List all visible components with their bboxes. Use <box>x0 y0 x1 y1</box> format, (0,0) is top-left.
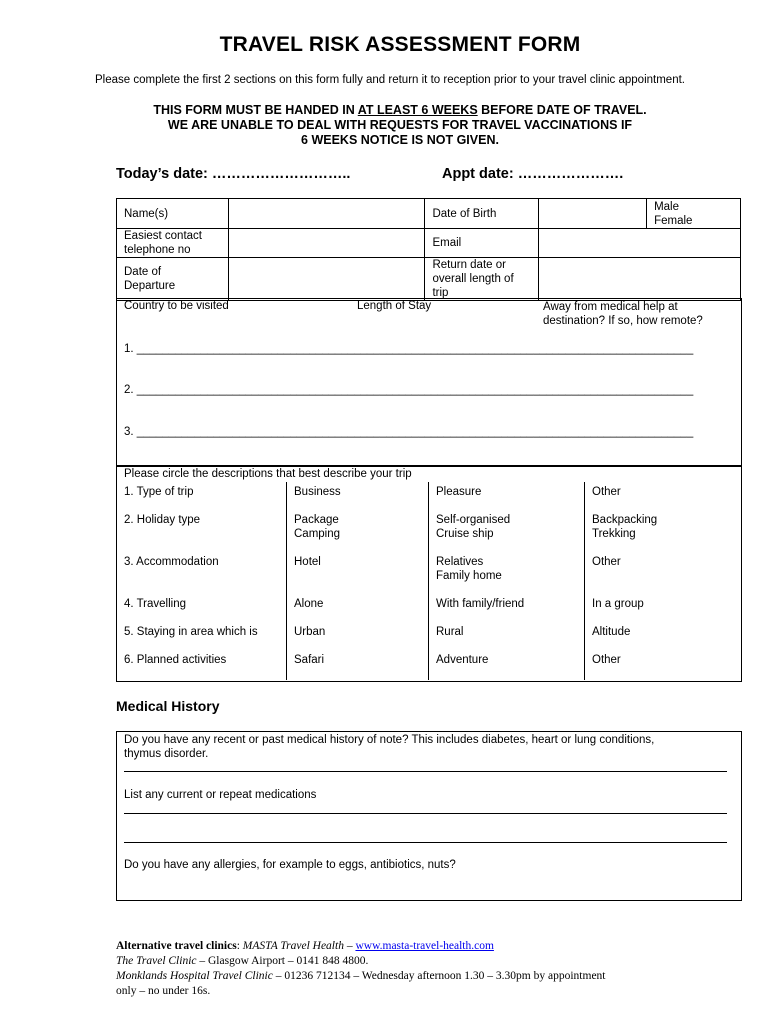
departure-input[interactable] <box>228 258 425 301</box>
trip-row-label <box>124 625 258 639</box>
appt-date-label: Appt date: <box>442 166 514 182</box>
trip-option[interactable] <box>294 513 340 541</box>
trip-option-text-2: Camping <box>294 528 341 540</box>
sex-female[interactable]: Female <box>654 214 693 227</box>
todays-date-label: Today’s date: <box>116 166 208 182</box>
trip-option-text: With family/friend <box>436 598 525 610</box>
email-input[interactable] <box>539 229 741 258</box>
medications-answer-line-1[interactable] <box>124 813 727 814</box>
phone-label-line1: Easiest contact <box>124 230 202 242</box>
trip-divider-2 <box>428 482 429 680</box>
trip-option[interactable] <box>592 513 657 541</box>
travel-clinic-details: – Glasgow Airport – 0141 848 4800. <box>196 955 369 967</box>
appt-date-dots: …………………. <box>517 166 624 182</box>
dob-label: Date of Birth <box>425 199 539 229</box>
trip-row-label-text: 3. Accommodation <box>124 556 219 568</box>
trip-option[interactable] <box>592 597 644 611</box>
medical-q1-answer-line[interactable] <box>124 771 727 772</box>
away-label-line2: destination? If so, how remote? <box>543 315 703 327</box>
return-input[interactable] <box>539 258 741 301</box>
trip-option-text: In a group <box>592 598 644 610</box>
return-label-line1: Return date or <box>432 259 506 271</box>
warning-line1-pre: THIS FORM MUST BE HANDED IN <box>153 103 358 117</box>
trip-option-text: Altitude <box>592 626 631 638</box>
length-of-stay-label: Length of Stay <box>357 300 432 312</box>
trip-option-text: Adventure <box>436 654 489 666</box>
trip-divider-3 <box>584 482 585 680</box>
sex-options[interactable] <box>647 199 741 229</box>
alternative-clinics-footer <box>116 939 716 999</box>
trip-option[interactable] <box>294 597 323 611</box>
dob-input[interactable] <box>539 199 647 229</box>
medical-q1-line2: thymus disorder. <box>124 748 209 760</box>
name-input[interactable] <box>228 199 425 229</box>
trip-divider-1 <box>286 482 287 680</box>
warning-line2: WE ARE UNABLE TO DEAL WITH REQUESTS FOR TRAVEL VACCINATIONS IF <box>167 118 633 132</box>
trip-option-text: Other <box>592 486 621 498</box>
country-row-3[interactable]: 3. _______________________________________________________________________________________ <box>124 426 694 438</box>
trip-row-label-text: 5. Staying in area which is <box>124 626 258 638</box>
monklands-clinic-details: – 01236 712134 – Wednesday afternoon 1.30 – 3.30pm by appointment <box>272 970 606 982</box>
return-label-line3: trip <box>432 287 449 299</box>
trip-option-text: Business <box>294 486 341 498</box>
medical-q1 <box>124 733 734 761</box>
sex-male[interactable]: Male <box>654 200 680 213</box>
masta-name: MASTA Travel Health <box>242 940 344 952</box>
intro-text: Please complete the first 2 sections on this form fully and return it to reception prior to your travel clinic appointment. <box>95 74 685 86</box>
trip-option[interactable] <box>592 485 621 499</box>
trip-option[interactable] <box>592 625 630 639</box>
trip-option[interactable] <box>294 653 324 667</box>
alt-clinics-colon: : <box>236 940 243 952</box>
trip-option[interactable] <box>436 597 524 611</box>
return-label <box>425 258 539 301</box>
medical-q2: List any current or repeat medications <box>124 789 317 801</box>
trip-option-text-2: Cruise ship <box>436 528 494 540</box>
country-row-1[interactable]: 1. _______________________________________________________________________________________ <box>124 343 694 355</box>
trip-option-text: Other <box>592 556 621 568</box>
trip-row-label <box>124 485 193 499</box>
trip-option-text: Alone <box>294 598 324 610</box>
trip-row-label <box>124 555 219 569</box>
alt-clinics-label: Alternative travel clinics <box>116 940 237 952</box>
medical-q1-line1: Do you have any recent or past medical history of note? This includes diabetes, heart or lung conditions, <box>124 734 655 746</box>
trip-option-text: Package <box>294 514 339 526</box>
trip-row-label-text: 4. Travelling <box>124 598 187 610</box>
trip-option[interactable] <box>294 485 341 499</box>
trip-option-text: Other <box>592 654 621 666</box>
deadline-warning <box>0 103 770 148</box>
trip-option-text: Rural <box>436 626 464 638</box>
trip-option[interactable] <box>592 555 621 569</box>
masta-dash: – <box>343 940 356 952</box>
departure-label-line2: Departure <box>124 280 176 292</box>
trip-option[interactable] <box>436 625 463 639</box>
warning-line1-underline: AT LEAST 6 WEEKS <box>357 103 478 117</box>
medical-q3: Do you have any allergies, for example to eggs, antibiotics, nuts? <box>124 859 456 871</box>
monklands-clinic-name: Monklands Hospital Travel Clinic <box>116 970 273 982</box>
medical-history-heading: Medical History <box>116 698 220 714</box>
trip-row-label <box>124 513 200 527</box>
phone-input[interactable] <box>228 229 425 258</box>
form-title: TRAVEL RISK ASSESSMENT FORM <box>219 33 581 56</box>
country-label: Country to be visited <box>124 300 229 312</box>
todays-date-field[interactable] <box>116 166 350 182</box>
trip-option-text: Self-organised <box>436 514 511 526</box>
trip-option[interactable] <box>436 513 510 541</box>
departure-label <box>117 258 229 301</box>
trip-option-text-2: Trekking <box>592 528 636 540</box>
trip-row-label-text: 2. Holiday type <box>124 514 201 526</box>
travel-clinic-name: The Travel Clinic <box>116 955 197 967</box>
personal-details-table <box>116 198 741 301</box>
trip-option-text: Urban <box>294 626 326 638</box>
trip-row-label-text: 1. Type of trip <box>124 486 194 498</box>
trip-option[interactable] <box>436 485 481 499</box>
appt-date-field[interactable] <box>442 166 623 182</box>
trip-option-text: Pleasure <box>436 486 482 498</box>
trip-option-text: Safari <box>294 654 325 666</box>
trip-option[interactable] <box>436 555 502 583</box>
return-label-line2: overall length of <box>432 273 514 285</box>
trip-option[interactable] <box>294 555 321 569</box>
name-label: Name(s) <box>117 199 229 229</box>
masta-link[interactable]: www.masta-travel-health.com <box>355 940 494 952</box>
trip-intro: Please circle the descriptions that best describe your trip <box>124 468 412 480</box>
trip-option-text: Backpacking <box>592 514 658 526</box>
away-label-line1: Away from medical help at <box>543 301 678 313</box>
trip-row-label-text: 6. Planned activities <box>124 654 227 666</box>
phone-label-line2: telephone no <box>124 244 191 256</box>
departure-label-line1: Date of <box>124 266 162 278</box>
trip-option[interactable] <box>592 653 621 667</box>
trip-section <box>116 465 742 682</box>
country-row-2[interactable]: 2. _______________________________________________________________________________________ <box>124 384 694 396</box>
monklands-clinic-details-2: only – no under 16s. <box>116 985 211 997</box>
trip-row-label <box>124 653 226 667</box>
phone-label <box>117 229 229 258</box>
todays-date-dots: ……………………….. <box>211 166 351 182</box>
trip-option[interactable] <box>294 625 325 639</box>
email-label: Email <box>425 229 539 258</box>
medications-answer-line-2[interactable] <box>124 842 727 843</box>
warning-line1-post: BEFORE DATE OF TRAVEL. <box>477 103 647 117</box>
away-label <box>543 300 703 328</box>
trip-option-text-2: Family home <box>436 570 502 582</box>
trip-row-label <box>124 597 186 611</box>
trip-option-text: Relatives <box>436 556 484 568</box>
trip-option[interactable] <box>436 653 488 667</box>
trip-option-text: Hotel <box>294 556 321 568</box>
warning-line3: 6 WEEKS NOTICE IS NOT GIVEN. <box>301 133 499 147</box>
